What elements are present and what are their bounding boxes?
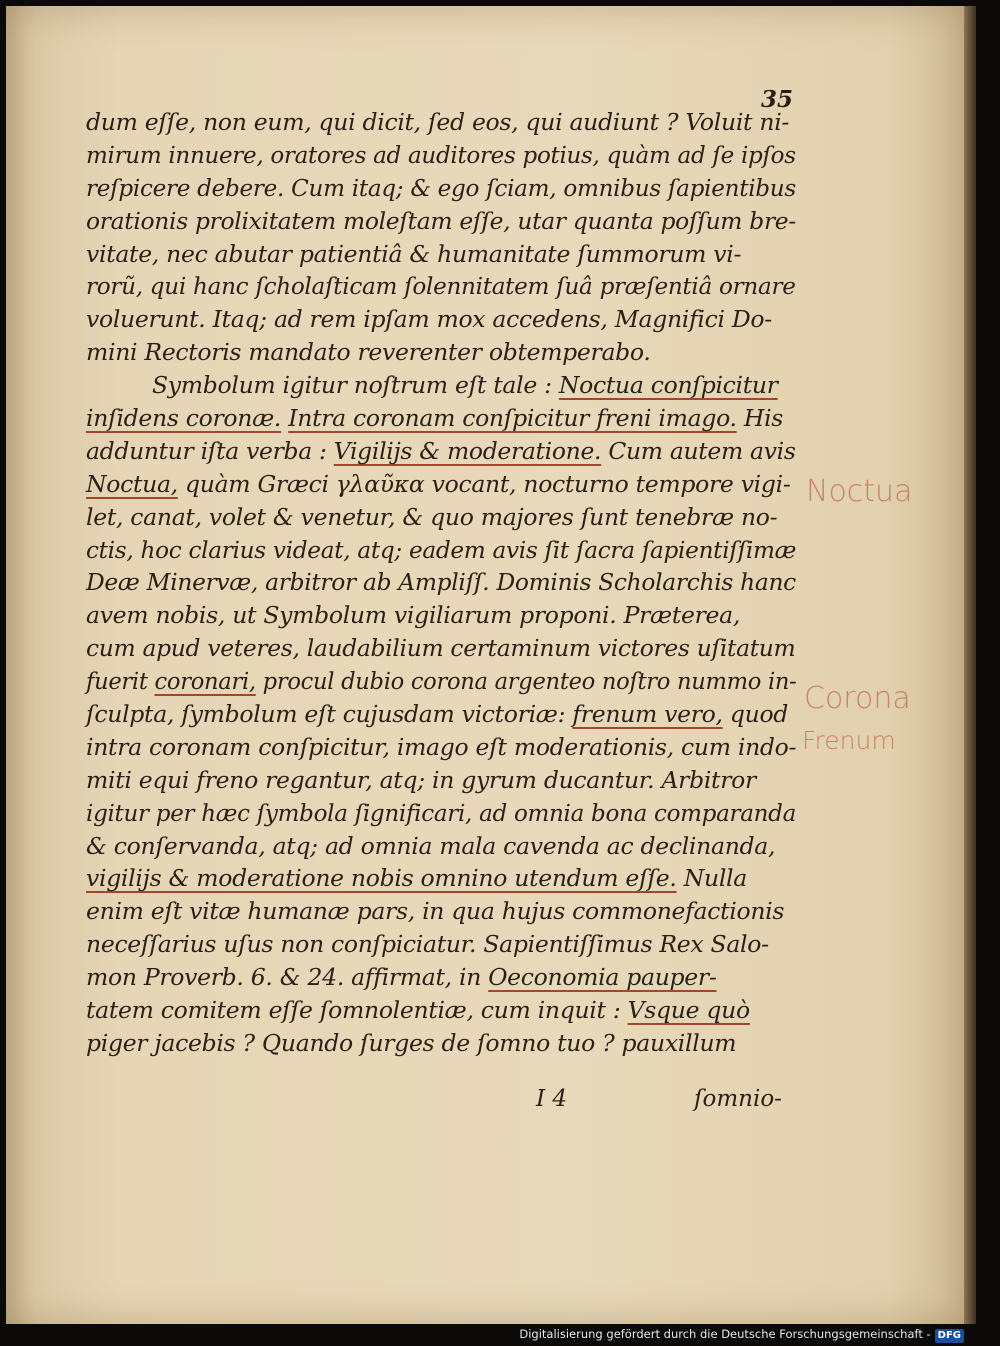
text-line (86, 599, 796, 632)
text-segment: cum apud veteres, laudabilium certaminum victores uſitatum (86, 634, 796, 663)
text-segment: & conſervanda, atq; ad omnia mala cavenda ac declinanda, (86, 831, 776, 860)
text-line (86, 303, 796, 336)
underlined-phrase: vigilijs & moderatione nobis omnino utendum eſſe. (86, 864, 677, 893)
text-segment: voluerunt. Itaq; ad rem ipſam mox accedens, Magnifici Do- (86, 305, 772, 334)
text-segment: avem nobis, ut Symbolum vigiliarum proponi. Præterea, (86, 601, 741, 630)
underlined-phrase: Noctua, (86, 469, 178, 498)
funding-credit (519, 1324, 964, 1344)
text-line (86, 764, 796, 797)
text-line (86, 632, 796, 665)
text-line (86, 172, 796, 205)
text-segment: orationis prolixitatem moleſtam eſſe, utar quanta poſſum bre- (86, 206, 796, 235)
marginal-note-noctua: Noctua (806, 474, 913, 509)
text-line (86, 106, 796, 139)
text-segment: mini Rectoris mandato reverenter obtemperabo. (86, 338, 651, 367)
text-segment: Symbolum igitur noſtrum eſt tale : (152, 371, 559, 400)
underlined-phrase: frenum vero, (572, 700, 723, 729)
text-line (86, 830, 796, 863)
text-segment: reſpicere debere. Cum itaq; & ego ſciam, omnibus ſapientibus (86, 173, 796, 202)
text-segment: fuerit (86, 667, 155, 696)
page-number: 35 (761, 86, 794, 113)
underlined-phrase: Intra coronam conſpicitur freni imago. (288, 404, 737, 433)
text-segment: tatem comitem eſſe ſomnolentiæ, cum inquit : (86, 996, 628, 1025)
text-segment: mirum innuere, oratores ad auditores potius, quàm ad ſe ipſos (86, 140, 796, 169)
marginal-note-corona: Corona (804, 681, 911, 716)
text-segment: dum eſſe, non eum, qui dicit, ſed eos, qui audiunt ? Voluit ni- (86, 108, 790, 136)
text-line (86, 238, 796, 271)
text-segment: Deæ Minervæ, arbitror ab Ampliſſ. Dominis Scholarchis hanc (86, 568, 796, 597)
text-segment: intra coronam conſpicitur, imago eſt moderationis, cum indo- (86, 732, 797, 761)
text-line (86, 994, 796, 1027)
text-segment: vitate, nec abutar patientiâ & humanitate ſummorum vi- (86, 239, 742, 268)
text-line (86, 797, 797, 830)
dfg-logo: DFG (935, 1329, 964, 1343)
underlined-phrase: Vsque quò (627, 996, 750, 1025)
text-segment: Cum autem avis (601, 436, 796, 465)
text-segment: mon Proverb. 6. & 24. affirmat, in (86, 963, 489, 992)
marginal-note-frenum: Frenum (802, 726, 896, 755)
text-line (86, 205, 796, 238)
underlined-phrase: Oeconomia pauper- (488, 963, 717, 992)
text-segment: quod (722, 700, 789, 729)
text-line (86, 468, 796, 501)
text-line (86, 961, 796, 994)
text-line (86, 139, 796, 172)
text-line (86, 731, 796, 764)
text-segment: igitur per hæc ſymbola ſignificari, ad omnia bona comparanda (86, 798, 797, 827)
text-line (86, 435, 794, 468)
text-line (86, 895, 796, 928)
catchword: ſomnio- (694, 1086, 782, 1112)
text-segment: let, canat, volet & venetur, & quo majores ſunt tenebræ no- (86, 502, 778, 531)
text-line (86, 1027, 796, 1060)
text-line (86, 665, 797, 698)
text-line (86, 566, 796, 599)
credit-text: Digitalisierung gefördert durch die Deutsche Forschungsgemeinschaft - (519, 1327, 931, 1341)
text-line (86, 862, 796, 895)
text-segment: quàm Græci γλαῦκα vocant, nocturno tempore vigi- (177, 469, 791, 498)
text-segment: neceſſarius uſus non conſpiciatur. Sapientiſſimus Rex Salo- (86, 930, 769, 959)
text-line (86, 402, 796, 435)
text-line (86, 534, 797, 567)
text-segment: adduntur iſta verba : (86, 436, 334, 465)
underlined-phrase: Noctua conſpicitur (558, 371, 778, 400)
text-line (86, 501, 796, 534)
text-segment: ſculpta, ſymbolum eſt cujusdam victoriæ: (86, 700, 573, 729)
text-line (86, 336, 796, 369)
text-segment: piger jacebis ? Quando ſurges de ſomno tuo ? pauxillum (86, 1028, 737, 1057)
underlined-phrase: coronari, (154, 667, 256, 696)
text-segment: His (736, 404, 784, 433)
page-edge (964, 6, 976, 1324)
text-segment: rorũ, qui hanc ſcholaſticam ſolennitatem ſuâ præſentiâ ornare (86, 272, 796, 301)
text-segment: procul dubio corona argenteo noſtro nummo in- (255, 667, 797, 696)
text-line (86, 698, 796, 731)
text-line (86, 369, 796, 402)
text-segment: enim eſt vitæ humanæ pars, in qua hujus commonefactionis (86, 897, 785, 926)
text-segment: Nulla (676, 864, 747, 893)
signature-mark: I 4 (536, 1086, 568, 1112)
text-segment: miti equi freno regantur, atq; in gyrum ducantur. Arbitror (86, 765, 756, 794)
book-page (6, 6, 964, 1324)
text-line (86, 928, 796, 961)
underlined-phrase: inſidens coronæ. (86, 404, 282, 433)
text-line (86, 270, 796, 303)
body-text (86, 106, 796, 1060)
underlined-phrase: Vigilijs & moderatione. (333, 436, 602, 465)
text-segment: ctis, hoc clarius videat, atq; eadem avis ſit ſacra ſapientiſſimæ (86, 535, 797, 564)
